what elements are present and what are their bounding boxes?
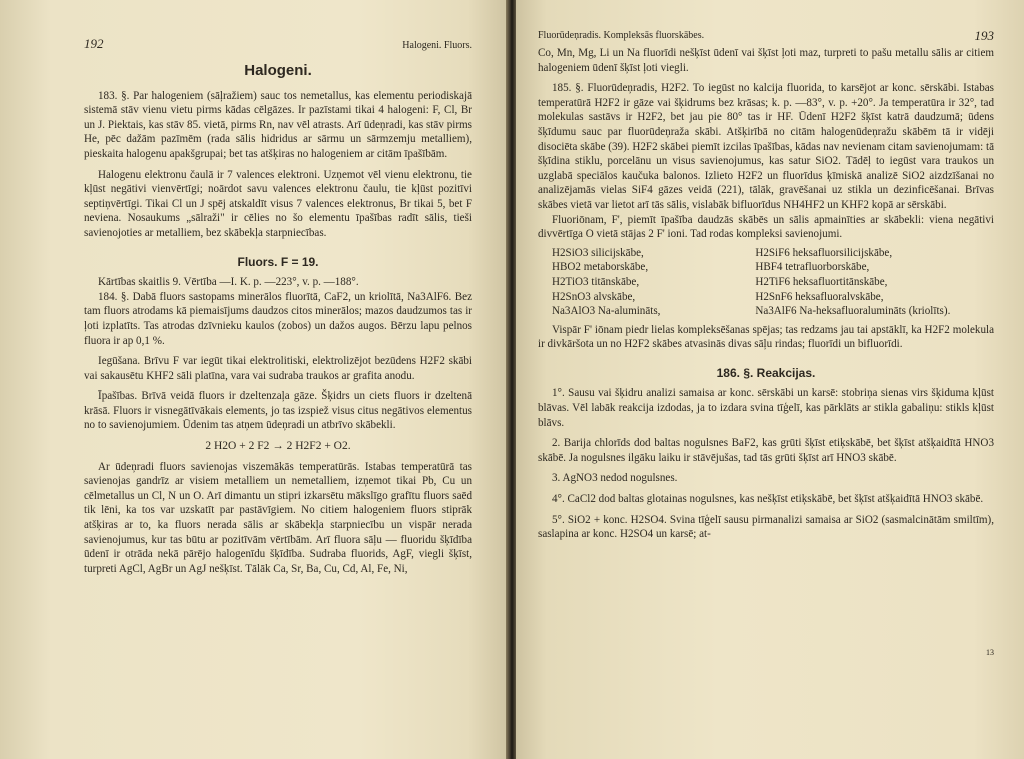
- table-cell: H2TiF6 heksafluortitānskābe,: [755, 275, 888, 288]
- table-cell: H2TiO3 titānskābe,: [552, 275, 640, 288]
- right-page-body: [538, 46, 994, 542]
- right-running-title: Fluorūdeņradis. Kompleksās fluorskābes.: [538, 30, 705, 41]
- table-cell: H2SiF6 heksafluorsilicijskābe,: [755, 246, 893, 259]
- right-page-number: 193: [974, 28, 994, 43]
- left-running-header: [84, 38, 472, 54]
- table-cell: H2SnO3 alvskābe,: [552, 290, 636, 303]
- left-page: [0, 0, 508, 759]
- right-running-header: [538, 30, 994, 46]
- left-page-number: 192: [84, 36, 104, 51]
- table-cell: H2SiO3 silicijskābe,: [552, 246, 644, 259]
- left-page-body: [84, 64, 472, 576]
- acids-column-right: [755, 246, 994, 319]
- right-page: [516, 0, 1024, 759]
- paragraph: Kārtības skaitlis 9. Vērtība —I. K. p. —223°, v. p. —188°.: [98, 276, 359, 289]
- left-running-title: Halogeni. Fluors.: [402, 40, 472, 51]
- reaction-item: 3. AgNO3 nedod nogulsnes.: [552, 472, 678, 485]
- table-cell: Na3AlO3 Na-alumināts,: [552, 305, 661, 318]
- table-cell: HBO2 metaborskābe,: [552, 261, 649, 274]
- paragraph: Īpašības. Brīvā veidā fluors ir dzeltenzaļa gāze. Šķidrs un ciets fluors ir dzeltenā krāsā. Fluors ir visnegātīvākais elements, jo tas izspiež visus citus negātivos elementus no to savienojumiem. Ūdenim tas atņem ūdeņradi un atbrīvo skābekli.: [84, 390, 472, 432]
- paragraph: Co, Mn, Mg, Li un Na fluorīdi nešķīst ūdenī vai šķīst ļoti maz, turpreti to pašu metallu sālis ar citiem halogeniem ūdenī šķīst ļoti viegli.: [538, 47, 994, 74]
- paragraph: 183. §. Par halogeniem (sāļražiem) sauc tos nemetallus, kas elementu periodiskajā sistemā stāv vienu vietu pirms kādas cēlgāzes. Ir pazīstami tikai 4 halogeni: F, Cl, Br un J. Piektais, kas stāv 85. vietā, pirms Rn, nav vēl atrasts. Arī ūdeņradi, kas stāv pirms He, pēc dažām pazīmēm (rada sālis hidridus ar sārmu un sārmzemju metalliem), pieskaita halogenu apakšgrupai; bet tas atšķiras no halogeniem ar citām īpašībām.: [84, 89, 472, 160]
- acids-column-left: [538, 246, 755, 319]
- section-heading: 186. §. Reakcijas.: [716, 365, 816, 380]
- chemical-equation: 2 H2O + 2 F2 → 2 H2F2 + O2.: [205, 440, 351, 453]
- reaction-item: 2. Barija chlorīds dod baltas nogulsnes BaF2, kas grūti šķīst etiķskābē, bet šķīst atšķaidītā HNO3 skābē. Ja nogulsnes ilgāku laiku ir stāvējušas, tad tās grūti šķīst arī HNO3 skābē.: [538, 437, 994, 464]
- paragraph: 184. §. Dabā fluors sastopams minerālos fluorītā, CaF2, un kriolītā, Na3AlF6. Bez tam fluors atrodams kā piemaisījums daudzos citos minerālos; mazos daudzumos tas ir ļoti izplatīts. Tas atrodas dzīvnieku kaulos (zobos) un dažos augos. Bērzu lapu pelnos fluora ir ap 0,1 %.: [84, 290, 472, 347]
- paragraph: Vispār F' iōnam piedr lielas kompleksēšanas spējas; tas redzams jau tai apstāklī, ka H2F2 molekula ir divkāršota un no H2F2 skābes atvasinās divas sāļu rindas; fluorīdi un bifluorīdi.: [538, 323, 994, 351]
- paragraph: Halogenu elektronu čaulā ir 7 valences elektroni. Uzņemot vēl vienu elektronu, tie kļūst negātivi vienvērtīgi; noārdot savu valences elektronu čaulu, tie kļūst pozitīvi septiņvērtīgi. Tikai Cl un J spēj atskaldīt visus 7 valences elektronus, Br tikai 5, bet F neviena. Nosaukums „sālraži" ir cēlies no šo elementu īpašības radīt sālis, tieši savienojoties ar metalliem, bez skābekļa starpniecības.: [84, 168, 472, 239]
- reaction-item: 1°. Sausu vai šķidru analizi samaisa ar konc. sērskābi un karsē: stobriņa sienas virs šķiduma kļūst blāvas. Vēl labāk reakcija izdodas, ja to izdara svina tīģelī, kas pārklāts ar stikla gabaliņu: stikls kļūst blāvs.: [538, 387, 994, 429]
- paragraph: Ar ūdeņradi fluors savienojas viszemākās temperatūrās. Istabas temperatūrā tas savienojas gandrīz ar visiem metalliem un nemetalliem, izņemot tikai Pb, Cu un cēlmetallus un Cl, N un O. Arī dimantu un stipri izkarsētu mākslīgo grafītu fluors saēd tik lēni, ka tos var uzskatīt par pastāvīgiem. No citiem halogeniem fluors stiprāk atšķiras ar to, ka fluors nerada sālis ar skābekļa starpniecību un vispār nerada savienojumus, kur tas būtu ar pozitīvām vērtībām. Arī fluora sāļu — fluoridu šķīdība ūdenī ir otrāda nekā pārējo halogenīdu šķīdība. Sudraba fluorids, AgF, viegli šķīst, turpreti AgCl, AgBr un AgJ nešķīst. Tālāk Ca, Sr, Ba, Cu, Cd, Al, Fe, Ni,: [84, 460, 472, 575]
- table-cell: H2SnF6 heksafluoralvskābe,: [755, 290, 884, 303]
- acids-table: [538, 246, 994, 319]
- paragraph: 185. §. Fluorūdeņradis, H2F2. To iegūst no kalcija fluorida, to karsējot ar konc. sērskābi. Istabas temperatūrā H2F2 ir gāze vai šķidrums bez krāsas; k. p. —83°, v. p. +20°. Ja temperatūra ir 32°, tad molekulas sastāvs ir H2F2, bet jau pie 80° tas ir HF. Ūdenī H2F2 šķīst katrā daudzumā; ūdens šķīdumu sauc par fluorūdeņraža skābi. Atšķirībā no citām halogenūdeņražu skābēm tā ir vidēji disociēta skābe (39). H2F2 skābei piemīt izcilas īpašības, kādas nav nevienam citam savienojumam: tā šķīdina stiklu, porcelānu un visus savienojumus, kas satur SiO2. Tādēļ to iegūst vara traukos un uzglabā speciālos kaučuka balonos. Izlieto H2F2 un fluorīdus ķīmiskā analizē SiO2 aizdzīšanai no analizējamās vielas SiF4 gāzes veidā (221), tālāk, gravēšanai uz stikla un dezinficēšanai. Brīvas skābes vietā var lietot arī tās sālis, vislabāk bifluorīdus NH4HF2 un KHF2 kopā ar sērskābi.: [538, 82, 994, 211]
- paragraph: Fluoriōnam, F', piemīt īpašība daudzās skābēs un sālis apmainīties ar skābekli: viena negātivi divvērtīga O vietā stājas 2 F' ioni. Tad rodas kompleksi savienojumi.: [538, 213, 994, 241]
- printer-signature-mark: 13: [986, 648, 994, 657]
- section-heading: Fluors. F = 19.: [237, 254, 319, 269]
- paragraph: Iegūšana. Brīvu F var iegūt tikai elektrolitiski, elektrolizējot bezūdens H2F2 skābi vai sakausētu KHF2 sāli platīna, vara vai sudraba traukos ar grafita anodu.: [84, 355, 472, 382]
- chapter-heading: Halogeni.: [244, 62, 312, 79]
- table-cell: HBF4 tetrafluorborskābe,: [755, 261, 870, 274]
- reaction-item: 5°. SiO2 + konc. H2SO4. Svina tīģelī sausu pirmanalizi samaisa ar SiO2 (sasmalcinātām smiltīm), saslapina ar konc. H2SO4 un karsē; at-: [538, 513, 994, 541]
- reaction-item: 4°. CaCl2 dod baltas glotainas nogulsnes, kas nešķīst etiķskābē, bet šķīst atšķaidītā HNO3 skābē.: [552, 493, 984, 506]
- table-cell: Na3AlF6 Na-heksafluoralumināts (kriolīts).: [755, 305, 951, 318]
